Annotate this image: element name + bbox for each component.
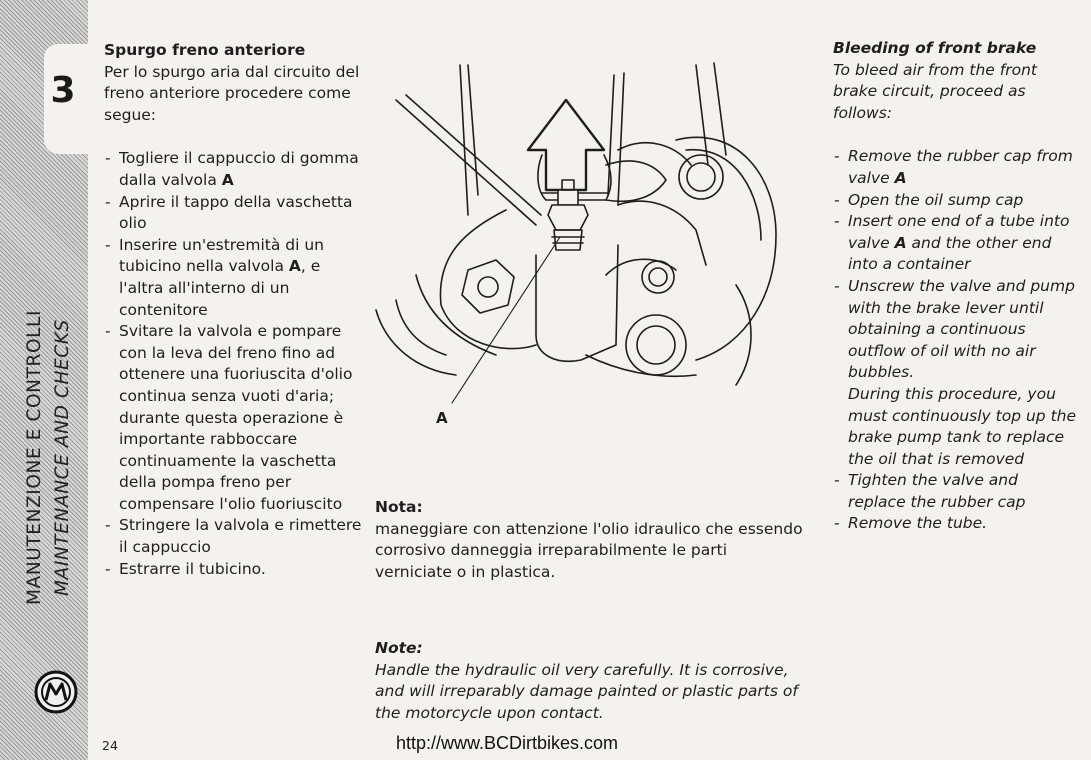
note-english-heading: Note: xyxy=(375,639,423,657)
english-column xyxy=(833,38,1078,535)
diagram-label-a: A xyxy=(436,409,448,427)
step-item: - Remove the rubber cap from valve A xyxy=(833,146,1078,189)
chapter-tab xyxy=(44,44,88,154)
chapter-title xyxy=(20,285,80,630)
brake-caliper-bleed-valve-illustration xyxy=(356,55,806,435)
step-item: - Inserire un'estremità di un tubicino nella valvola A, e l'altra all'interno di un contenitore xyxy=(104,235,364,321)
steps-list-english xyxy=(833,146,1078,384)
section-title-italian: Spurgo freno anteriore xyxy=(104,41,306,59)
brand-logo-icon xyxy=(34,670,78,714)
step-item: - Open the oil sump cap xyxy=(833,190,1078,212)
chapter-number: 3 xyxy=(50,70,76,111)
step-item: - Remove the tube. xyxy=(833,513,1078,535)
italian-column xyxy=(104,40,364,580)
note-english-text: Handle the hydraulic oil very carefully. It is corrosive, and will irreparably damage painted or plastic parts of the motorcycle upon contact. xyxy=(375,660,798,722)
step-item: - Aprire il tappo della vaschetta olio xyxy=(104,192,364,235)
step-item: - Togliere il cappuccio di gomma dalla valvola A xyxy=(104,148,364,191)
intro-italian: Per lo spurgo aria dal circuito del freno anteriore procedere come segue: xyxy=(104,62,360,124)
chapter-title-english: MAINTENANCE AND CHECKS xyxy=(52,319,73,596)
watermark-url: http://www.BCDirtbikes.com xyxy=(396,733,619,753)
step-note-english: During this procedure, you must continuously top up the brake pump tank to replace the oil that is removed xyxy=(848,384,1077,468)
step-item: - Estrarre il tubicino. xyxy=(104,559,364,581)
intro-english: To bleed air from the front brake circuit, proceed as follows: xyxy=(833,60,1037,122)
note-italian-text: maneggiare con attenzione l'olio idraulico che essendo corrosivo danneggia irreparabilmente le parti verniciate o in plastica. xyxy=(375,519,803,581)
step-item: - Unscrew the valve and pump with the brake lever until obtaining a continuous outflow of oil with no air bubbles. xyxy=(833,276,1078,384)
steps-list-english-continued xyxy=(833,470,1078,535)
steps-list-italian xyxy=(104,148,364,580)
note-italian-heading: Nota: xyxy=(375,498,423,516)
note-italian xyxy=(375,497,805,583)
step-item: - Stringere la valvola e rimettere il cappuccio xyxy=(104,515,364,558)
chapter-sidebar xyxy=(0,0,88,760)
section-title-english: Bleeding of front brake xyxy=(833,39,1037,57)
step-item: - Insert one end of a tube into valve A and the other end into a container xyxy=(833,211,1078,276)
page-number: 24 xyxy=(102,738,118,753)
step-item: - Tighten the valve and replace the rubber cap xyxy=(833,470,1078,513)
note-english xyxy=(375,638,805,724)
step-item: - Svitare la valvola e pompare con la leva del freno fino ad ottenere una fuoriuscita d'olio continua senza vuoti d'aria; durante questa operazione è importante rabboccare continuamente la vaschetta della pompa freno per compensare l'olio fuoriuscito xyxy=(104,321,364,515)
chapter-title-italian: MANUTENZIONE E CONTROLLI xyxy=(24,310,45,605)
